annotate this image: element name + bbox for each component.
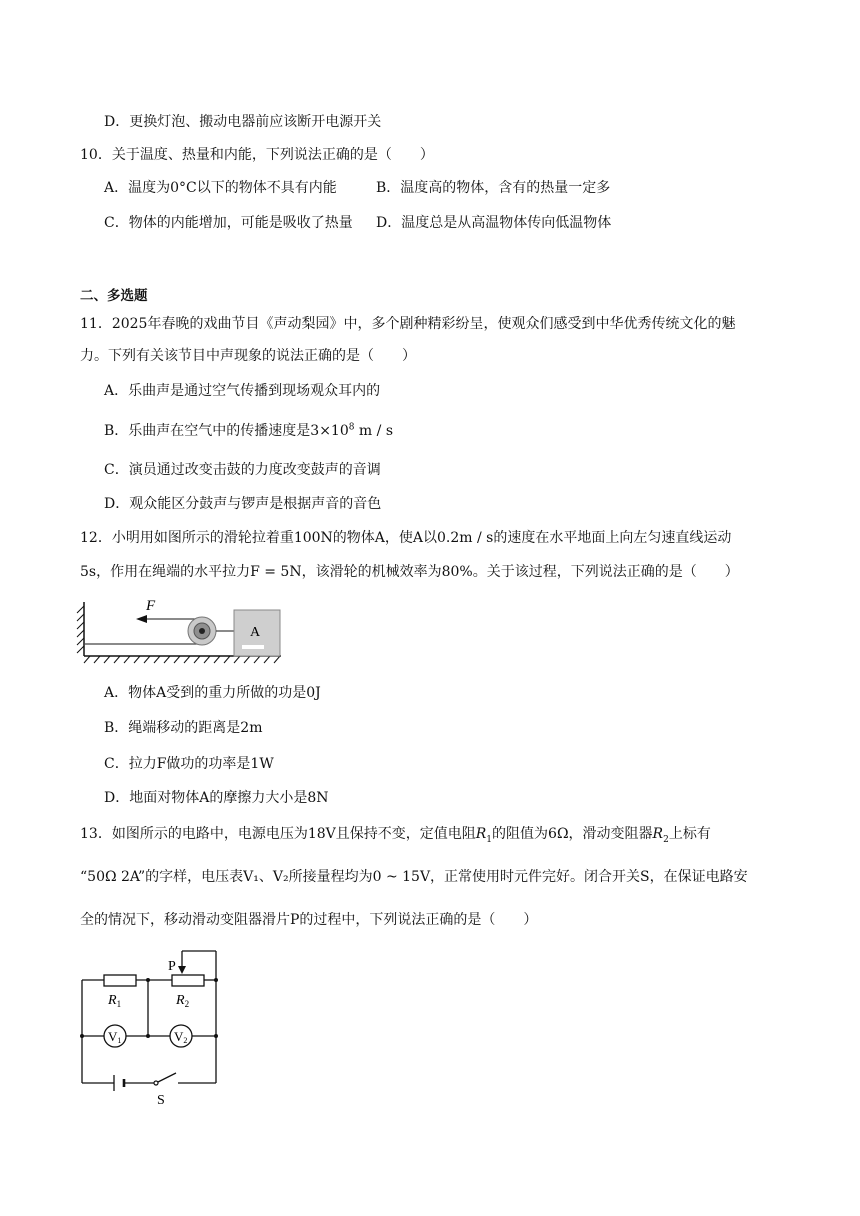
q13-stem-line3: 全的情况下，移动滑动变阻器滑片P的过程中，下列说法正确的是（ ）	[80, 912, 538, 928]
section-title: 二、多选题	[80, 288, 148, 304]
v2-label: V2	[174, 1029, 188, 1045]
q11-stem-line1: 11．2025年春晚的戏曲节目《声动梨园》中，多个剧种精彩纷呈，使观众们感受到中华优秀传统文化的魅	[80, 316, 736, 332]
block-a-label: A	[250, 625, 261, 640]
r1-label: $R_1$	[108, 993, 122, 1009]
q12-option-a: A．物体A受到的重力所做的功是0J	[104, 685, 321, 701]
q12-option-b: B．绳端移动的距离是2m	[104, 720, 263, 736]
q12-option-d: D．地面对物体A的摩擦力大小是8N	[104, 790, 329, 806]
r2-label: $R_2$	[176, 993, 190, 1009]
rheostat-r2	[172, 975, 204, 986]
pulley-axle	[199, 628, 205, 634]
switch-label: S	[157, 1093, 165, 1108]
q13-stem-line2: “50Ω 2A”的字样，电压表V₁、V₂所接量程均为0 ~ 15V，正常使用时元件完好。闭合开关S，在保证电路安	[80, 869, 748, 885]
q13-stem-line1: 13．如图所示的电路中，电源电压为18V且保持不变，定值电阻$R_1$的阻值为6Ω，滑动变阻器$R_2$上标有	[80, 826, 711, 845]
switch-lever	[158, 1073, 176, 1082]
ground-hatch	[84, 656, 280, 663]
q10-option-c: C．物体的内能增加，可能是吸收了热量	[104, 215, 353, 231]
q12-option-c: C．拉力F做功的功率是1W	[104, 756, 274, 772]
q11-stem-line2: 力。下列有关该节目中声现象的说法正确的是（ ）	[80, 348, 416, 364]
q12-stem-line2: 5s，作用在绳端的水平拉力F = 5N，该滑轮的机械效率为80%。关于该过程，下列说法正确的是（ ）	[80, 564, 739, 580]
pulley-figure	[76, 592, 286, 670]
switch-contact-left	[154, 1081, 158, 1085]
force-arrow-icon	[136, 615, 147, 623]
q10-option-b: B．温度高的物体，含有的热量一定多	[376, 180, 611, 196]
block-a-stripe	[242, 645, 264, 649]
q10-option-a: A．温度为0°C以下的物体不具有内能	[104, 180, 337, 196]
force-label: F	[146, 598, 156, 614]
q11-option-d: D．观众能区分鼓声与锣声是根据声音的音色	[104, 496, 382, 512]
q10-option-d: D．温度总是从高温物体传向低温物体	[376, 215, 612, 231]
slider-arrow-icon	[178, 966, 186, 974]
wall-hatch	[77, 606, 84, 653]
junction-dots	[80, 978, 218, 1038]
q11-option-b: B．乐曲声在空气中的传播速度是$3\times 10^8$ m / s	[104, 422, 394, 439]
circuit-figure	[70, 945, 230, 1108]
q11-option-c: C．演员通过改变击鼓的力度改变鼓声的音调	[104, 462, 381, 478]
q12-stem-line1: 12．小明用如图所示的滑轮拉着重100N的物体A，使A以0.2m / s的速度在水平地面上向左匀速直线运动	[80, 530, 732, 546]
resistor-r1	[104, 975, 136, 986]
q11-option-a: A．乐曲声是通过空气传播到现场观众耳内的	[104, 383, 381, 399]
q9-option-d: D．更换灯泡、搬动电器前应该断开电源开关	[104, 114, 382, 130]
slider-label: P	[168, 959, 176, 974]
q10-stem: 10．关于温度、热量和内能，下列说法正确的是（ ）	[80, 147, 434, 163]
v1-label: V1	[108, 1029, 122, 1045]
